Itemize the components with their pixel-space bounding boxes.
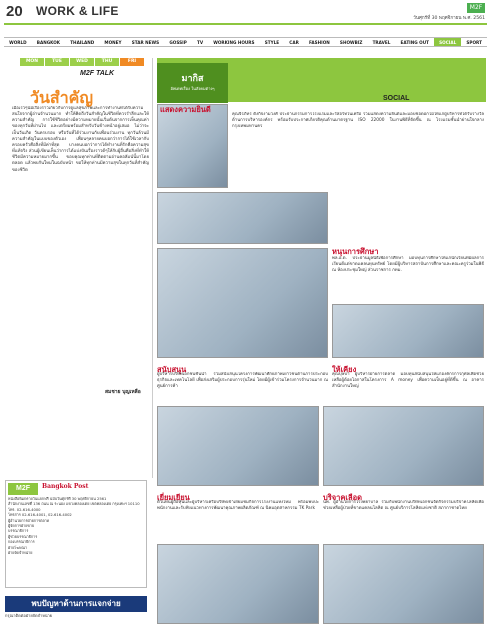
nav-item-working-hours[interactable]: WORKING HOURS [213,40,255,45]
story-photo [332,304,484,358]
social-label: SOCIAL [383,95,410,102]
nav-item-thailand[interactable]: THAILAND [70,40,95,45]
story-photo [157,192,328,244]
story-body: พล.อ.ต. ประธานมูลนิธิเพื่อการศึกษา มอบทุนการศึกษาให้แก่นักเรียนที่มีผลการเรียนดีแต่ขาดแคลนทุนทรัพย์ โดยมีผู้บริหารสถาบันการศึกษาและคณะครูร่วมในพิธี ณ ห้องประชุมใหญ่ ส่วนราชการ กทม. [332,256,484,274]
story-body: นพ. ผู้อำนวยการโรงพยาบาล ร่วมกับพนักงานบริษัทเอกชนจัดกิจกรรมบริจาคโลหิตเพื่อช่วยเหลือผู้ป่วยที่ขาดแคลนโลหิต ณ ศูนย์บริการโลหิตแห่งชาติ สภากาชาดไทย [323,500,484,512]
section-nav [4,37,487,47]
social-badge-title: มากิส [181,74,204,84]
story-headline: แสดงความยินดี [160,105,211,114]
story-photo [157,248,328,358]
nav-item-bangkok[interactable]: BANGKOK [36,40,61,45]
masthead-line: สำนักงานเลขที่ 136 ถนน ณ ระนอง แขวงคลองเตย เขตคลองเตย กรุงเทพฯ 10110 [8,502,140,507]
nav-item-sport[interactable]: SPORT [466,40,482,45]
promo-logo: M2F [8,483,38,495]
story-photo [323,406,484,486]
nav-item-style[interactable]: STYLE [264,40,280,45]
masthead-intro: หนังสือพิมพ์รายวันแจกฟรี ฉบับวันศุกร์ที่ 30 พฤศจิกายน 2561 [8,497,107,501]
masthead-line: โทร. 02-616-4000 [8,507,41,512]
day-tab-wed: WED [70,58,94,66]
nav-item-travel[interactable]: TRAVEL [372,40,391,45]
column-body: เมื่อเร็วๆนี้มีเรื่องราวเกี่ยวกับการดูแลสุขภาพและการทำงานที่ได้รับความสนใจจากผู้อ่านจำนวนมาก ทำให้คิดถึงวันสำคัญในชีวิตที่ควรรำลึกและให้ความสำคัญ การใช้ชีวิตอย่างมีความหมายนั้นเริ่มต้นจากการเห็นคุณค่าของทุกวันที่ผ่านไป และเตรียมพร้อมสำหรับวันข้างหน้าอยู่เสมอ ไม่ว่าจะเป็นวันเกิด วันครบรอบ หรือวันที่ได้ร่วมงานกับเพื่อนร่วมงาน ทุกวันล้วนมีความสำคัญในแบบของตัวเอง เพื่อนๆหลายคนบอกว่าการได้ใช้เวลากับครอบครัวคือสิ่งที่มีค่าที่สุด บางคนบอกว่าการได้ทำงานที่รักคือความสุขที่แท้จริง ส่วนผู้เขียนเห็นว่าการได้แบ่งปันเรื่องราวดีๆให้กับผู้อื่นคือสิ่งที่ทำให้ชีวิตมีความหมายมากขึ้น ขอบคุณทุกท่านที่ติดตามอ่านคอลัมน์นี้มาโดยตลอด แล้วพบกันใหม่ในฉบับหน้า ขอให้ทุกท่านมีความสุขในทุกวันที่สำคัญของชีวิต [12,106,149,173]
masthead-line: กองบรรณาธิการ [8,540,35,545]
social-badge [157,63,228,103]
m2f-talk-label: M2F TALK [80,70,115,77]
nav-item-eating-out[interactable]: EATING OUT [400,40,429,45]
masthead-text [8,497,144,586]
day-strip [20,58,145,66]
masthead-line: ผู้ช่วยบรรณาธิการ [8,534,38,539]
distribution-footer: พบปัญหาด้านการแจกจ่าย [5,596,147,612]
story-photo [157,544,319,624]
column-title: วันสำคัญ [30,88,94,107]
distribution-footer-sub: กรุณาติดต่อฝ่ายจัดจำหน่าย [5,613,53,618]
story-headline: ให้เคียง [332,365,357,374]
day-tab-thu: THU [95,58,119,66]
masthead-line: ผู้อำนวยการฝ่ายการตลาด [8,518,50,523]
nav-item-star-news[interactable]: STAR NEWS [131,40,160,45]
masthead-line: ฝ่ายจัดจำหน่าย [8,551,33,556]
partner-name: Bangkok Post [42,483,89,490]
story-headline: บริจาคเลือด [323,493,362,502]
column-signature: สมชาย บุญเหลือ [105,389,141,395]
masthead-line: โทรสาร 02-616-4001, 02-616-4002 [8,513,72,518]
story-headline: เยี่ยมเยียน [157,493,190,502]
nav-item-tv[interactable]: TV [196,40,204,45]
story-body: ตัวแทนผู้ถือหุ้นและผู้บริหารเครือบริษัทเข้าเยี่ยมชมกิจการโรงงานแห่งใหม่ พร้อมพบปะพนักงานและรับฟังแนวทางการพัฒนาคุณภาพผลิตภัณฑ์ ณ นิคมอุตสาหกรรม TK Park [157,500,319,512]
nav-item-fashion[interactable]: FASHION [309,40,330,45]
masthead-line: ฝ่ายโฆษณา [8,545,28,550]
nav-item-car[interactable]: CAR [289,40,299,45]
story-photo [157,104,228,188]
nav-item-money[interactable]: MONEY [104,40,122,45]
section-title: WORK & LIFE [36,4,119,18]
nav-item-world[interactable]: WORLD [9,40,27,45]
nav-item-gossip[interactable]: GOSSIP [169,40,187,45]
column-divider [152,58,153,478]
story-headline: หนุนการศึกษา [332,247,379,256]
story-photo [157,406,319,486]
m2f-logo: M2F [467,3,485,13]
masthead-line: บรรณาธิการ [8,529,29,534]
day-tab-fri: FRI [120,58,144,66]
day-tab-mon: MON [20,58,44,66]
story-body: คุณจิรภัทร ตั้งกิจงามวงศ์ ประธานกรรมการโรงแรมและรีสอร์ทในเครือ ร่วมแสดงความยินดีและมอบช่อดอกไม้ให้แก่ผู้บริหารที่ได้รับรางวัลด้านการบริหารองค์กร พร้อมรับประกาศเกียรติคุณด้านมาตรฐาน ISO 22000 ในงานพิธีที่จัดขึ้น ณ โรงแรมชั้นนำย่านใจกลางกรุงเทพมหานคร [232,112,484,130]
social-badge-sub: อัพเดทเรื่อง ในสังคมต่างๆ [170,86,215,91]
masthead-line: ผู้จัดการฝ่ายขาย [8,524,35,529]
page-number: 20 [6,3,23,20]
story-body: ผู้บริหารบริษัทเอกชนชั้นนำ ร่วมสนับสนุนโครงการพัฒนาศักยภาพเยาวชนด้านการประกอบธุรกิจและเทคโนโลยี เพื่อส่งเสริมผู้ประกอบการรุ่นใหม่ โดยมีผู้เข้าร่วมโครงการจำนวนมาก ณ ศูนย์การค้า [157,372,328,390]
day-tab-tue: TUE [45,58,69,66]
story-photo [323,544,484,624]
nav-item-showbiz[interactable]: SHOWBIZ [339,40,363,45]
header-rule [4,23,487,25]
story-headline: สนับสนุน [157,365,187,374]
issue-date: วันศุกร์ที่ 30 พฤศจิกายน พ.ศ. 2561 [413,16,485,21]
nav-item-social[interactable]: SOCIAL [434,38,461,46]
story-body: คุณบุษบา ผู้บริหารฝ่ายการตลาด มอบทุนสนับสนุนให้แก่องค์กรการกุศลเพื่อช่วยเหลือผู้ด้อยโอกาสในโครงการ A money เพื่อความเป็นอยู่ที่ดีขึ้น ณ อาคารสำนักงานใหญ่ [332,372,484,390]
